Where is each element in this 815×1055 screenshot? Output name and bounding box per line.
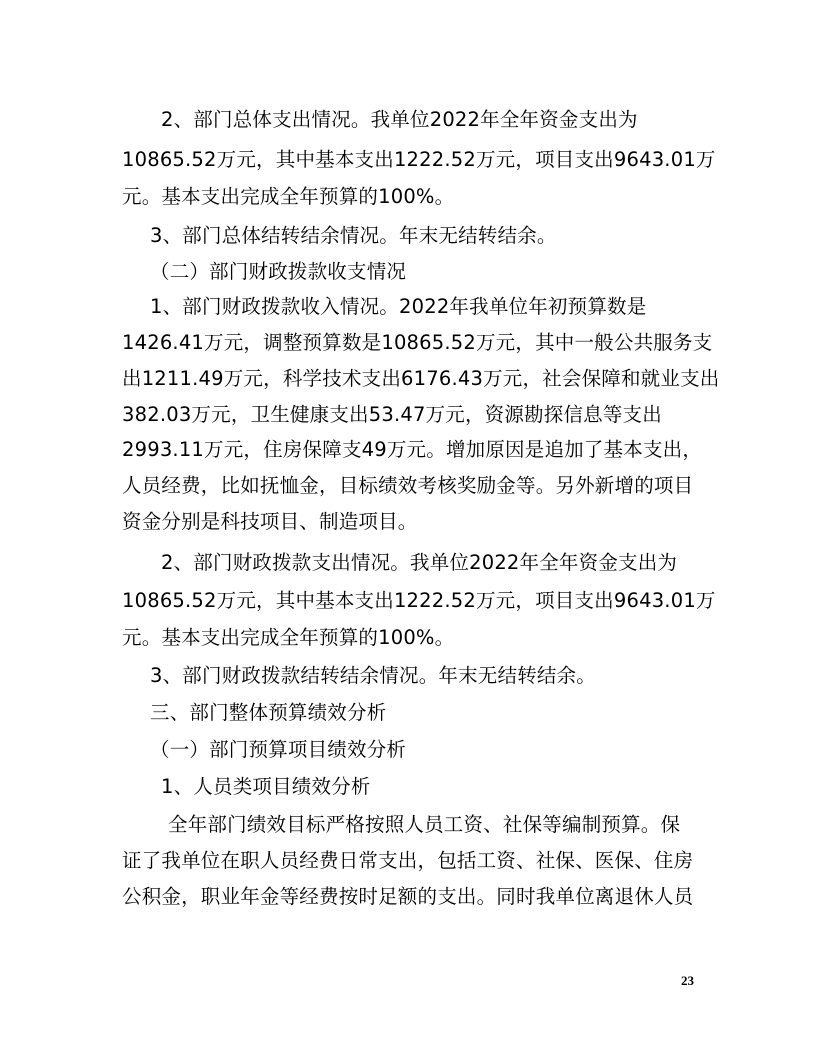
- text-line: 资金分别是科技项目、制造项目。: [122, 510, 418, 533]
- text-line: 元。基本支出完成全年预算的100%。: [122, 626, 455, 649]
- text-line: 人员经费，比如抚恤金，目标绩效考核奖励金等。另外新增的项目: [122, 474, 694, 497]
- section-heading: （一）部门预算项目绩效分析: [150, 738, 407, 761]
- text-line: 10865.52万元，其中基本支出1222.52万元，项目支出9643.01万: [122, 148, 716, 171]
- text-line: 2、部门总体支出情况。我单位2022年全年资金支出为: [161, 108, 638, 131]
- text-line: 全年部门绩效目标严格按照人员工资、社保等编制预算。保: [168, 813, 681, 836]
- section-heading: 三、部门整体预算绩效分析: [150, 701, 387, 724]
- text-line: 3、部门财政拨款结转结余情况。年末无结转结余。: [150, 664, 597, 687]
- text-line: 10865.52万元，其中基本支出1222.52万元，项目支出9643.01万: [122, 589, 716, 612]
- text-line: 3、部门总体结转结余情况。年末无结转结余。: [150, 224, 557, 247]
- text-line: 元。基本支出完成全年预算的100%。: [122, 185, 455, 208]
- text-line: 2993.11万元，住房保障支49万元。增加原因是追加了基本支出，: [122, 438, 703, 461]
- page-number: 23: [681, 973, 694, 988]
- section-heading: 1、人员类项目绩效分析: [161, 775, 371, 798]
- text-line: 证了我单位在职人员经费日常支出，包括工资、社保、医保、住房: [122, 849, 694, 872]
- section-heading: （二）部门财政拨款收支情况: [150, 260, 407, 283]
- text-line: 1、部门财政拨款收入情况。2022年我单位年初预算数是: [150, 295, 647, 318]
- text-line: 382.03万元，卫生健康支出53.47万元，资源勘探信息等支出: [122, 403, 662, 426]
- text-line: 2、部门财政拨款支出情况。我单位2022年全年资金支出为: [161, 551, 678, 574]
- text-line: 公积金，职业年金等经费按时足额的支出。同时我单位离退休人员: [122, 885, 694, 908]
- text-line: 1426.41万元，调整预算数是10865.52万元，其中一般公共服务支: [122, 331, 713, 354]
- text-line: 出1211.49万元，科学技术支出6176.43万元，社会保障和就业支出: [122, 367, 720, 390]
